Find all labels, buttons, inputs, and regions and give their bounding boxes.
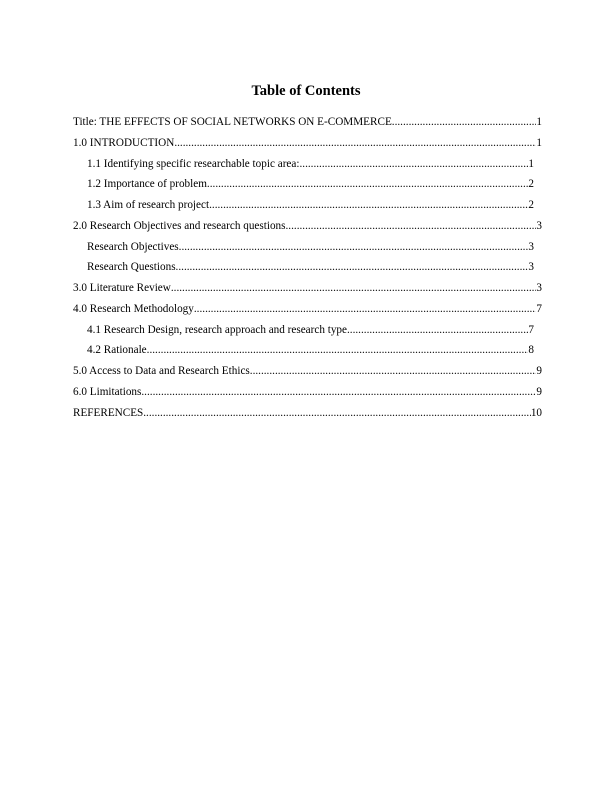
toc-entry-data-ethics[interactable] — [73, 361, 542, 382]
toc-entry-page-number: 2 — [528, 199, 534, 211]
dot-leader — [207, 174, 528, 195]
toc-entry-page-number: 9 — [536, 365, 542, 377]
dot-leader — [250, 361, 537, 382]
toc-entry-title[interactable] — [73, 112, 542, 133]
toc-entry-page-number: 3 — [528, 261, 534, 274]
toc-entry-label: 1.3 Aim of research project — [87, 199, 210, 211]
toc-entry-page-number: 1 — [536, 116, 542, 128]
toc-entry-page-number: 2 — [528, 178, 534, 191]
toc-entry-label: 4.0 Research Methodology — [73, 302, 194, 315]
dot-leader — [194, 299, 537, 320]
toc-entry-page-number: 9 — [536, 385, 542, 398]
toc-title: Table of Contents — [251, 83, 361, 99]
toc-entry-label: 3.0 Literature Review — [73, 282, 171, 294]
toc-entry-page-number: 8 — [528, 344, 534, 357]
toc-entry-label: 5.0 Access to Data and Research Ethics — [73, 365, 250, 377]
toc-entry-page-number: 1 — [536, 136, 542, 149]
dot-leader — [176, 257, 529, 278]
dot-leader — [147, 340, 529, 361]
toc-entry-methodology[interactable] — [73, 299, 542, 320]
toc-entry-research-objectives[interactable] — [73, 237, 534, 258]
toc-entry-label: 1.0 INTRODUCTION — [73, 136, 175, 149]
dot-leader — [174, 133, 536, 154]
toc-entry-label: Research Questions — [87, 261, 176, 274]
toc-entry-literature-review[interactable] — [73, 278, 542, 299]
toc-entry-objectives-questions[interactable] — [73, 216, 542, 237]
toc-list — [73, 112, 542, 423]
toc-entry-label: 4.1 Research Design, research approach and research type — [87, 323, 347, 336]
toc-entry-aim[interactable] — [73, 195, 534, 216]
toc-entry-references[interactable] — [73, 403, 542, 424]
toc-entry-label: Research Objectives — [87, 240, 179, 253]
toc-entry-page-number: 7 — [528, 323, 534, 336]
toc-entry-label: REFERENCES — [73, 406, 144, 419]
dot-leader — [143, 403, 531, 424]
toc-entry-page-number: 1 — [528, 157, 534, 170]
dot-leader — [286, 216, 537, 237]
toc-entry-label: 4.2 Rationale — [87, 344, 147, 357]
toc-entry-introduction[interactable] — [73, 133, 542, 154]
toc-entry-importance[interactable] — [73, 174, 534, 195]
toc-entry-label: Title: THE EFFECTS OF SOCIAL NETWORKS ON E-COMMERCE — [73, 116, 392, 128]
dot-leader — [209, 195, 528, 216]
toc-entry-page-number: 3 — [536, 219, 542, 232]
dot-leader — [392, 112, 537, 133]
toc-entry-page-number: 7 — [536, 302, 542, 315]
dot-leader — [171, 278, 537, 299]
dot-leader — [141, 382, 536, 403]
toc-entry-research-design[interactable] — [73, 320, 534, 341]
toc-entry-page-number: 3 — [528, 240, 534, 253]
toc-entry-label: 1.1 Identifying specific researchable topic area: — [87, 157, 300, 170]
toc-entry-label: 2.0 Research Objectives and research questions — [73, 219, 286, 232]
dot-leader — [179, 237, 529, 258]
toc-entry-limitations[interactable] — [73, 382, 542, 403]
toc-entry-page-number: 3 — [536, 282, 542, 294]
dot-leader — [299, 154, 528, 175]
toc-entry-page-number: 10 — [530, 406, 542, 419]
toc-entry-label: 6.0 Limitations — [73, 385, 142, 398]
dot-leader — [347, 320, 528, 341]
toc-entry-rationale[interactable] — [73, 340, 534, 361]
toc-entry-topic-area[interactable] — [73, 154, 534, 175]
toc-entry-research-questions[interactable] — [73, 257, 534, 278]
toc-entry-label: 1.2 Importance of problem — [87, 178, 207, 191]
